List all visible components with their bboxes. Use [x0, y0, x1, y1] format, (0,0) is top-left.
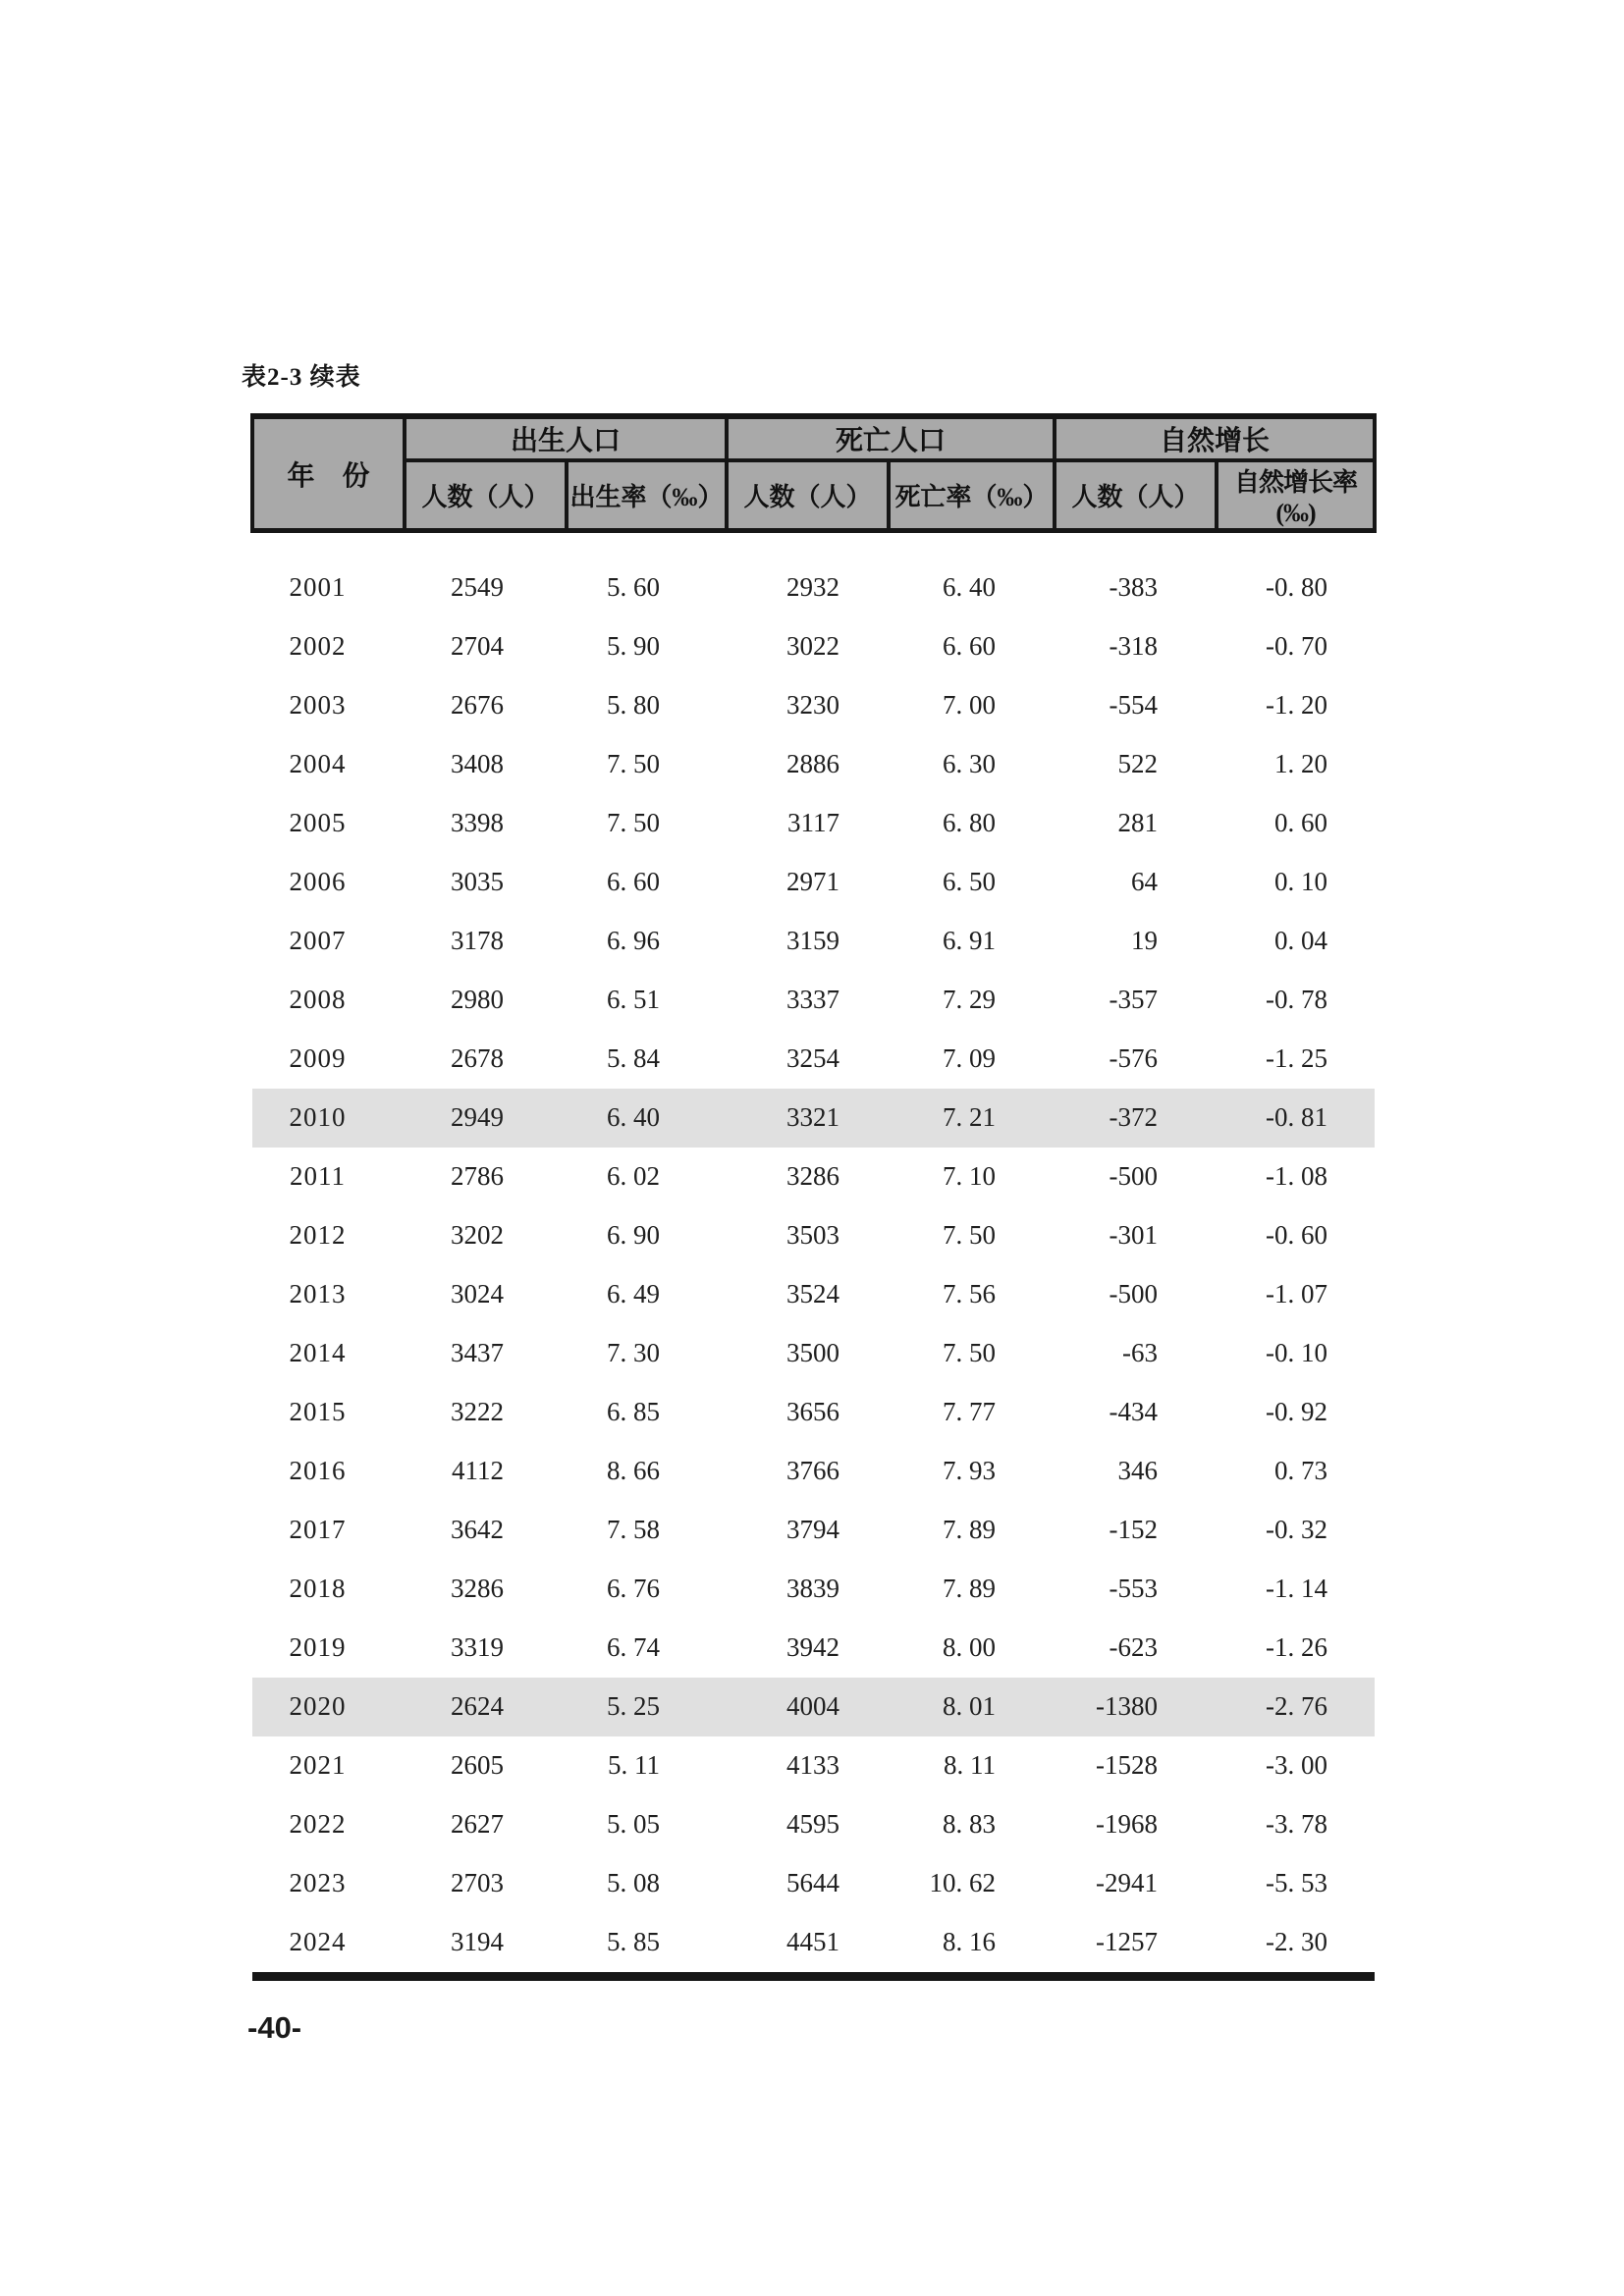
death-rate-cell: 8. 83: [943, 1809, 997, 1839]
header-birth-group: 出生人口: [405, 416, 727, 460]
table-row: [252, 1206, 1375, 1265]
header-natural-rate: 自然增长率(‰): [1217, 460, 1375, 531]
death-count-cell: 2971: [786, 867, 840, 896]
death-count-cell: 3117: [787, 808, 840, 837]
year-cell: 2013: [289, 1279, 347, 1308]
death-rate-cell: 7. 00: [943, 690, 997, 720]
population-table-container: [250, 413, 1373, 1981]
death-rate-cell: 7. 77: [943, 1397, 997, 1426]
death-count-cell: 3337: [786, 985, 840, 1014]
table-row: [252, 1265, 1375, 1324]
header-death-count: 人数（人）: [727, 460, 889, 531]
death-rate-cell: 8. 16: [943, 1927, 997, 1956]
table-row: [252, 853, 1375, 912]
death-count-cell: 3524: [786, 1279, 840, 1308]
birth-rate-cell: 6. 40: [607, 1102, 661, 1132]
natural-rate-cell: -0. 78: [1266, 985, 1328, 1014]
natural-count-cell: 522: [1117, 749, 1159, 778]
natural-rate-cell: -1. 25: [1266, 1043, 1328, 1073]
birth-count-cell: 3222: [451, 1397, 504, 1426]
death-count-cell: 4133: [786, 1750, 840, 1780]
natural-count-cell: -372: [1109, 1102, 1159, 1132]
table-row: [252, 1678, 1375, 1736]
year-cell: 2017: [289, 1515, 347, 1544]
birth-rate-cell: 5. 80: [607, 690, 661, 720]
death-rate-cell: 7. 21: [943, 1102, 997, 1132]
table-row: [252, 912, 1375, 971]
death-rate-cell: 6. 50: [943, 867, 997, 896]
death-rate-cell: 7. 50: [943, 1338, 997, 1367]
birth-count-cell: 2676: [451, 690, 504, 720]
death-count-cell: 3503: [786, 1220, 840, 1250]
header-natural-group: 自然增长: [1055, 416, 1375, 460]
birth-count-cell: 2605: [451, 1750, 504, 1780]
natural-count-cell: -576: [1109, 1043, 1159, 1073]
year-cell: 2007: [289, 926, 347, 955]
year-cell: 2018: [289, 1574, 347, 1603]
birth-count-cell: 3286: [451, 1574, 504, 1603]
header-natural-count: 人数（人）: [1055, 460, 1217, 531]
year-cell: 2019: [289, 1632, 347, 1662]
birth-count-cell: 3319: [451, 1632, 504, 1662]
natural-rate-cell: 0. 10: [1274, 867, 1328, 896]
birth-rate-cell: 5. 25: [607, 1691, 661, 1721]
death-rate-cell: 6. 91: [943, 926, 997, 955]
death-count-cell: 4004: [786, 1691, 840, 1721]
natural-count-cell: -357: [1109, 985, 1159, 1014]
table-row: [252, 1795, 1375, 1854]
death-count-cell: 3230: [786, 690, 840, 720]
year-cell: 2003: [289, 690, 347, 720]
death-count-cell: 2886: [786, 749, 840, 778]
natural-rate-cell: -2. 76: [1266, 1691, 1328, 1721]
natural-count-cell: -623: [1109, 1632, 1159, 1662]
birth-rate-cell: 7. 50: [607, 808, 661, 837]
death-rate-cell: 6. 80: [943, 808, 997, 837]
birth-rate-cell: 5. 90: [607, 631, 661, 661]
natural-count-cell: -1257: [1096, 1927, 1159, 1956]
natural-rate-cell: -1. 14: [1266, 1574, 1328, 1603]
birth-rate-cell: 6. 60: [607, 867, 661, 896]
table-row: [252, 617, 1375, 676]
birth-rate-cell: 5. 05: [607, 1809, 661, 1839]
table-header: [252, 416, 1375, 531]
natural-rate-cell: -2. 30: [1266, 1927, 1328, 1956]
death-rate-cell: 8. 00: [943, 1632, 997, 1662]
header-birth-count: 人数（人）: [405, 460, 567, 531]
death-rate-cell: 7. 89: [943, 1574, 997, 1603]
table-row: [252, 1736, 1375, 1795]
birth-rate-cell: 6. 96: [607, 926, 661, 955]
natural-count-cell: -1380: [1096, 1691, 1159, 1721]
death-count-cell: 3159: [786, 926, 840, 955]
table-row: [252, 559, 1375, 617]
natural-count-cell: -554: [1109, 690, 1159, 720]
death-count-cell: 3022: [786, 631, 840, 661]
year-cell: 2024: [289, 1927, 347, 1956]
birth-count-cell: 2549: [451, 572, 504, 602]
year-cell: 2010: [289, 1102, 347, 1132]
death-count-cell: 5644: [786, 1868, 840, 1897]
year-cell: 2021: [289, 1750, 347, 1780]
natural-rate-cell: -0. 32: [1266, 1515, 1328, 1544]
natural-rate-cell: 0. 60: [1274, 808, 1328, 837]
year-cell: 2022: [289, 1809, 347, 1839]
natural-count-cell: 281: [1117, 808, 1159, 837]
year-cell: 2015: [289, 1397, 347, 1426]
death-count-cell: 4595: [786, 1809, 840, 1839]
year-cell: 2006: [289, 867, 347, 896]
birth-rate-cell: 6. 51: [607, 985, 661, 1014]
natural-count-cell: 19: [1131, 926, 1159, 955]
header-birth-rate: 出生率（‰）: [567, 460, 727, 531]
death-rate-cell: 7. 29: [943, 985, 997, 1014]
birth-count-cell: 2980: [451, 985, 504, 1014]
death-count-cell: 2932: [786, 572, 840, 602]
birth-count-cell: 3194: [451, 1927, 504, 1956]
table-row: [252, 1501, 1375, 1560]
year-cell: 2023: [289, 1868, 347, 1897]
birth-rate-cell: 6. 74: [607, 1632, 661, 1662]
table-row: [252, 1148, 1375, 1206]
header-death-rate: 死亡率（‰）: [889, 460, 1055, 531]
natural-count-cell: 346: [1117, 1456, 1159, 1485]
death-rate-cell: 7. 09: [943, 1043, 997, 1073]
death-count-cell: 3766: [786, 1456, 840, 1485]
year-cell: 2005: [289, 808, 347, 837]
natural-rate-cell: -0. 92: [1266, 1397, 1328, 1426]
spacer-cell: [252, 1972, 1375, 1977]
year-cell: 2004: [289, 749, 347, 778]
natural-count-cell: -500: [1109, 1161, 1159, 1191]
death-count-cell: 3942: [786, 1632, 840, 1662]
birth-rate-cell: 5. 85: [607, 1927, 661, 1956]
natural-count-cell: -2941: [1096, 1868, 1159, 1897]
natural-rate-cell: -0. 81: [1266, 1102, 1328, 1132]
year-cell: 2002: [289, 631, 347, 661]
table-body: [252, 531, 1375, 1977]
death-count-cell: 3794: [786, 1515, 840, 1544]
birth-rate-cell: 5. 11: [608, 1750, 661, 1780]
natural-count-cell: -434: [1109, 1397, 1159, 1426]
birth-count-cell: 3202: [451, 1220, 504, 1250]
death-rate-cell: 8. 01: [943, 1691, 997, 1721]
natural-rate-cell: -3. 00: [1266, 1750, 1328, 1780]
natural-rate-cell: -0. 10: [1266, 1338, 1328, 1367]
table-row: [252, 1442, 1375, 1501]
table-row: [252, 1619, 1375, 1678]
table-row: [252, 1324, 1375, 1383]
header-group-row: [252, 416, 1375, 460]
birth-count-cell: 3024: [451, 1279, 504, 1308]
death-count-cell: 3500: [786, 1338, 840, 1367]
birth-count-cell: 3178: [451, 926, 504, 955]
natural-count-cell: -301: [1109, 1220, 1159, 1250]
header-sub-row: [252, 460, 1375, 531]
birth-rate-cell: 5. 08: [607, 1868, 661, 1897]
table-row: [252, 1089, 1375, 1148]
birth-rate-cell: 7. 58: [607, 1515, 661, 1544]
birth-count-cell: 2678: [451, 1043, 504, 1073]
year-cell: 2008: [289, 985, 347, 1014]
natural-rate-cell: -3. 78: [1266, 1809, 1328, 1839]
year-cell: 2020: [289, 1691, 347, 1721]
natural-count-cell: -1968: [1096, 1809, 1159, 1839]
birth-rate-cell: 7. 30: [607, 1338, 661, 1367]
year-cell: 2009: [289, 1043, 347, 1073]
table-row: [252, 971, 1375, 1030]
death-count-cell: 3321: [786, 1102, 840, 1132]
natural-count-cell: -383: [1109, 572, 1159, 602]
birth-rate-cell: 6. 49: [607, 1279, 661, 1308]
birth-count-cell: 3437: [451, 1338, 504, 1367]
birth-count-cell: 2624: [451, 1691, 504, 1721]
death-rate-cell: 6. 60: [943, 631, 997, 661]
birth-count-cell: 3408: [451, 749, 504, 778]
natural-count-cell: -318: [1109, 631, 1159, 661]
death-rate-cell: 7. 50: [943, 1220, 997, 1250]
page-number: -40-: [247, 2010, 302, 2045]
natural-rate-cell: -0. 60: [1266, 1220, 1328, 1250]
birth-rate-cell: 6. 76: [607, 1574, 661, 1603]
death-count-cell: 3839: [786, 1574, 840, 1603]
birth-count-cell: 3035: [451, 867, 504, 896]
natural-count-cell: -152: [1109, 1515, 1159, 1544]
year-cell: 2011: [290, 1161, 346, 1191]
natural-count-cell: 64: [1131, 867, 1159, 896]
year-cell: 2014: [289, 1338, 347, 1367]
birth-count-cell: 2786: [451, 1161, 504, 1191]
table-row: [252, 1030, 1375, 1089]
birth-rate-cell: 8. 66: [607, 1456, 661, 1485]
death-rate-cell: 8. 11: [944, 1750, 997, 1780]
table-title: 表2-3 续表: [242, 364, 361, 391]
death-count-cell: 3656: [786, 1397, 840, 1426]
spacer-row: [252, 531, 1375, 559]
natural-rate-cell: -1. 26: [1266, 1632, 1328, 1662]
table-row: [252, 735, 1375, 794]
year-cell: 2001: [289, 572, 347, 602]
natural-rate-cell: 1. 20: [1274, 749, 1328, 778]
spacer-row: [252, 1972, 1375, 1977]
table-row: [252, 676, 1375, 735]
birth-rate-cell: 6. 90: [607, 1220, 661, 1250]
birth-rate-cell: 5. 84: [607, 1043, 661, 1073]
natural-count-cell: -63: [1122, 1338, 1159, 1367]
natural-rate-cell: -0. 70: [1266, 631, 1328, 661]
natural-count-cell: -500: [1109, 1279, 1159, 1308]
birth-rate-cell: 6. 85: [607, 1397, 661, 1426]
death-rate-cell: 7. 89: [943, 1515, 997, 1544]
table-row: [252, 1383, 1375, 1442]
table-row: [252, 794, 1375, 853]
natural-rate-cell: -1. 08: [1266, 1161, 1328, 1191]
birth-rate-cell: 7. 50: [607, 749, 661, 778]
death-rate-cell: 7. 93: [943, 1456, 997, 1485]
death-count-cell: 3286: [786, 1161, 840, 1191]
natural-rate-cell: -0. 80: [1266, 572, 1328, 602]
natural-rate-cell: 0. 04: [1274, 926, 1328, 955]
natural-rate-cell: 0. 73: [1274, 1456, 1328, 1485]
table-row: [252, 1913, 1375, 1972]
header-death-group: 死亡人口: [727, 416, 1055, 460]
year-cell: 2012: [289, 1220, 347, 1250]
birth-rate-cell: 6. 02: [607, 1161, 661, 1191]
birth-rate-cell: 5. 60: [607, 572, 661, 602]
natural-rate-cell: -1. 20: [1266, 690, 1328, 720]
birth-count-cell: 2703: [451, 1868, 504, 1897]
death-count-cell: 3254: [786, 1043, 840, 1073]
birth-count-cell: 3642: [451, 1515, 504, 1544]
birth-count-cell: 3398: [451, 808, 504, 837]
death-rate-cell: 10. 62: [929, 1868, 997, 1897]
table-row: [252, 1854, 1375, 1913]
death-rate-cell: 7. 56: [943, 1279, 997, 1308]
birth-count-cell: 2949: [451, 1102, 504, 1132]
spacer-cell: [252, 531, 1375, 559]
natural-count-cell: -553: [1109, 1574, 1159, 1603]
death-count-cell: 4451: [786, 1927, 840, 1956]
death-rate-cell: 7. 10: [943, 1161, 997, 1191]
birth-count-cell: 4112: [452, 1456, 504, 1485]
year-cell: 2016: [289, 1456, 347, 1485]
birth-count-cell: 2704: [451, 631, 504, 661]
natural-rate-cell: -5. 53: [1266, 1868, 1328, 1897]
natural-count-cell: -1528: [1096, 1750, 1159, 1780]
birth-count-cell: 2627: [451, 1809, 504, 1839]
header-year: 年 份: [252, 416, 405, 531]
death-rate-cell: 6. 40: [943, 572, 997, 602]
natural-rate-cell: -1. 07: [1266, 1279, 1328, 1308]
table-row: [252, 1560, 1375, 1619]
population-table: [250, 413, 1377, 1981]
death-rate-cell: 6. 30: [943, 749, 997, 778]
